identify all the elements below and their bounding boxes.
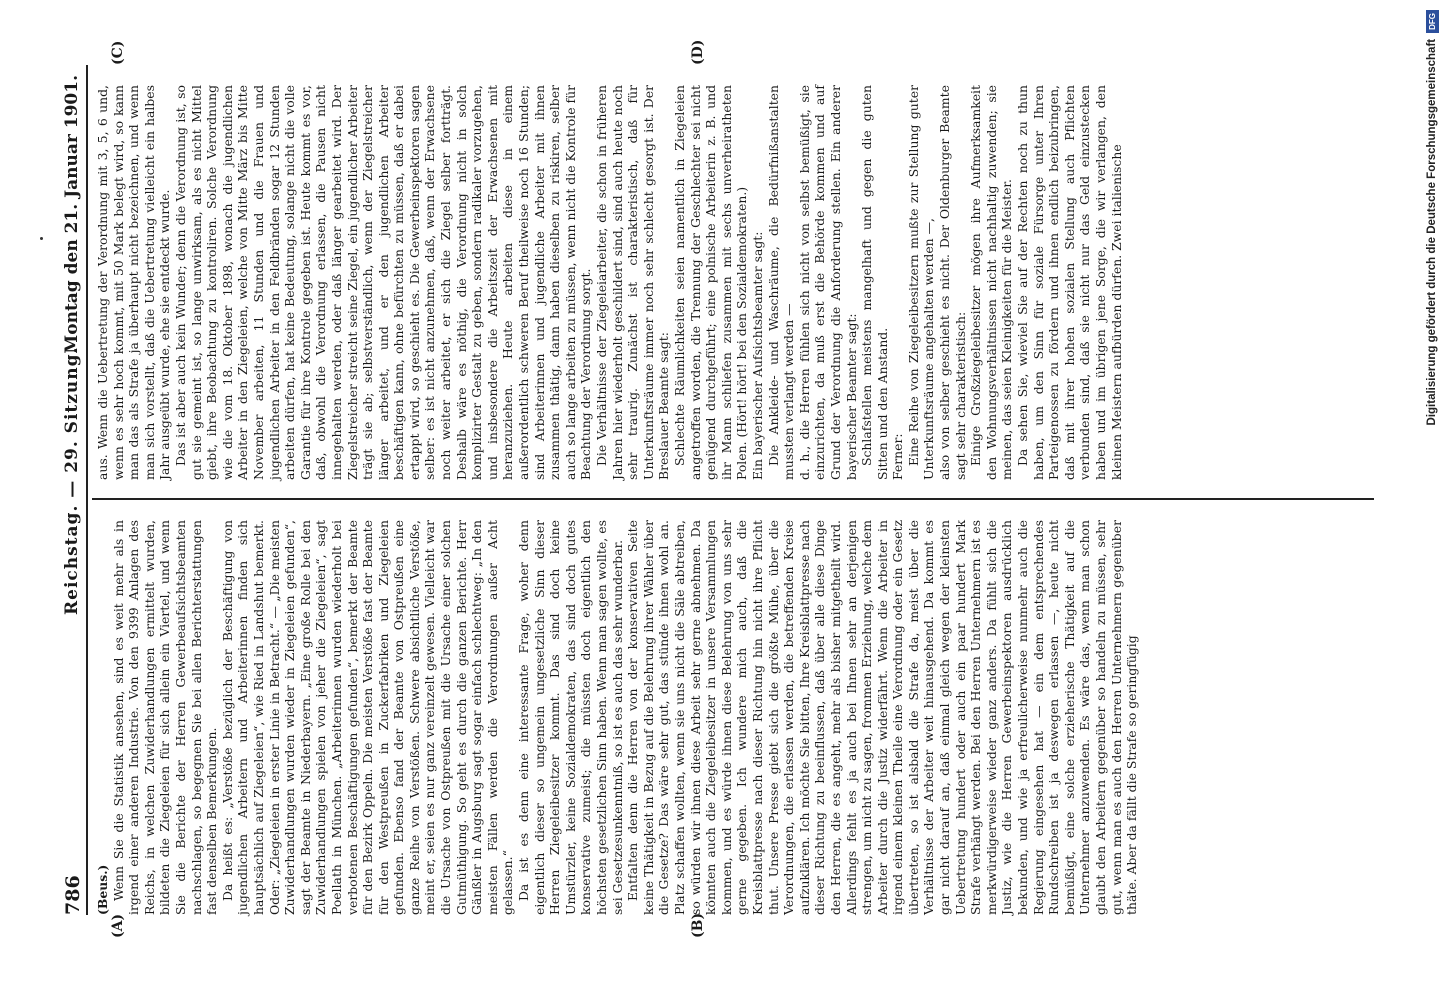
margin-mark-a: (A) [110,913,126,938]
left-text-column [95,520,1365,915]
margin-mark-d: (D) [690,39,706,65]
paragraph: Entfalten denn die Herren von der konservativen Seite keine Thätigkeit in Bezug auf die Belehrung ihrer Wähler über die Gesetze? Das wäre sehr gut, das stünde ihnen wohl an. Platz schaffen wollten, wenn sie uns nicht die Säle abtreiben, so würden wir ihnen diese Arbeit sehr gerne abnehmen. Da könnten auch die Ziegeleibesitzer in unsere Versammlungen kommen, und es würde ihnen diese Belehrung von uns sehr gerne gegeben. Ich wundere mich auch, daß die Kreisblattpresse nach dieser Richtung hin nicht ihre Pflicht thut. Unsere Presse giebt sich die größte Mühe, über die Verordnungen, die erlassen werden, die betreffenden Kreise aufzuklären. Ich möchte Sie bitten, Ihre Kreisblattpresse nach dieser Richtung zu beeinflussen, daß über alle diese Dinge den Herren, die es angeht, mehr als bisher mitgetheilt wird. Allerdings fehlt es ja auch bei Ihnen sehr an derjenigen strengen, um nicht zu sagen, frommen Erziehung, welche dem Arbeiter durch die Justiz widerfährt. Wenn die Arbeiter in irgend einem kleinen Theile eine Verordnung oder ein Gesetz übertreten, so ist alsbald die Strafe da, meist über die Verhältnisse der Arbeiter weit hinausgehend. Da kommt es gar nicht darauf an, daß einmal gleich wegen der kleinsten Uebertretung hundert oder auch ein paar hundert Mark Strafe verhängt werden. Bei den Herren Unternehmern ist es merkwürdigerweise wieder ganz anders. Da fühlt sich die Justiz, wie die Herren Gewerbeinspektoren ausdrücklich bekunden, und wie ja erfreulicherweise nunmehr auch die Regierung eingesehen hat — ein dem entsprechendes Rundschreiben ist ja deswegen erlassen —, heute nicht bemüßigt, eine solche erzieherische Thätigkeit auf die Unternehmer anzuwenden. Es wäre das, wenn man schon glaubt den Arbeitern gegenüber so handeln zu müssen, sehr gut, wenn man es auch den Herren Unternehmern gegenüber thäte. Aber da fällt die Strafe so geringfügig [625,520,1140,915]
paragraph: aus. Wenn die Uebertretung der Verordnung mit 3, 5, 6 und, wenn es sehr hoch kommt, mit 50 Mark belegt wird, so kann man das als Strafe ja überhaupt nicht bezeichnen, und wenn man sich vorstellt, daß die Uebertretung vielleicht ein halbes Jahr ausgeübt wurde, ehe sie entdeckt wurde. [95,85,173,480]
credit-text: Digitalisierung gefördert durch die Deutsche Forschungsgemeinschaft [1426,38,1438,426]
paragraph: Die Verhältnisse der Ziegeleiarbeiter, die schon in früheren Jahren hier wiederholt geschildert sind, sind auch heute noch sehr traurig. Zunächst ist charakteristisch, daß für Unterkunftsräume immer noch sehr schlecht gesorgt ist. Der Breslauer Beamte sagt: [594,85,672,480]
paragraph: also von selber geschieht es nicht. Der Oldenburger Beamte sagt sehr charakteristisch: [937,85,968,480]
quotation: Schlechte Räumlichkeiten seien namentlich in Ziegeleien angetroffen worden, die Trennung der Geschlechter sei nicht genügend durchgeführt; eine polnische Arbeiterin z. B. und ihr Mann schliefen zusammen mit sechs unverheiratheten Polen. (Hört! hört! bei den Sozialdemokraten.) [671,85,750,480]
paragraph: Da sehen Sie, wieviel Sie auf der Rechten noch zu thun haben, um den Sinn für soziale Fürsorge unter Ihren Parteigenossen zu fördern und ihnen endlich beizubringen, daß mit ihrer hohen sozialen Stellung auch Pflichten verbunden sind, daß sie nicht nur das Geld einzustecken haben und im übrigen jene Sorge, die wir verlangen, den kleinen Meistern aufbürden dürfen. Zwei italienische [1015,85,1124,480]
paragraph: Da heißt es: „Verstöße bezüglich der Beschäftigung von jugendlichen Arbeitern und Arbeiterinnen finden sich hauptsächlich auf Ziegeleien“, wie Ried in Landshut bemerkt. Oder: „Ziegeleien in erster Linie in Betracht.“ — „Die meisten Zuwiderhandlungen wurden wieder in Ziegeleien gefunden“, sagt der Beamte in Niederbayern. „Eine große Rolle bei den Zuwiderhandlungen spielen von jeher die Ziegeleien“, sagt Poellath in München. „Arbeiterinnen wurden wiederholt bei verbotenen Beschäftigungen gefunden“, bemerkt der Beamte für den Bezirk Oppeln. Die meisten Verstöße fast der Beamte für den Westpreußen in Zuckerfabriken und Ziegeleien gefunden. Ebenso fand der Beamte von Ostpreußen eine ganze Reihe von Verstößen. Schwere absichtliche Verstöße, meint er, seien es nur ganz vereinzelt gewesen. Vielleicht war die Ursache von Ostpreußen mit die Ursache einer solchen Gutmüthigung. So geht es durch die ganzen Berichte. Herr Gänßler in Augsburg sagt sogar einfach schlechtweg: „In den meisten Fällen werden die Verordnungen außer Acht gelassen.“ [219,520,516,915]
paragraph: Wenn Sie die Statistik ansehen, sind es weit mehr als in irgend einer anderen Industrie. Von den 9399 Anlagen des Reichs, in welchen Zuwiderhandlungen ermittelt wurden, bildeten die Ziegeleien für sich allein ein Viertel, und wenn Sie die Berichte der Herren Gewerbeaufsichtsbeamten nachschlagen, so begegnen Sie bei allen Berichterstattungen fast denselben Bemerkungen. [110,520,220,915]
quotation: Einige Großziegeleibesitzer mögen ihre Aufmerksamkeit den Wohnungsverhältnissen nicht nachhaltig zuwenden; sie meinen, das seien Kleinigkeiten für die Meister. [968,85,1015,480]
right-text-column [95,85,1205,480]
paragraph: d. h., die Herren fühlen sich nicht von selbst bemüßigt, sie einzurichten, da muß erst die Behörde kommen und auf Grund der Verordnung die Anforderung stellen. Ein anderer bayerischer Beamter sagt: [796,85,859,480]
running-header [60,75,86,915]
header-rule [86,65,88,915]
ink-speck [40,237,43,240]
paragraph: Ein bayerischer Aufsichtsbeamter sagt: [749,231,765,480]
margin-mark-b: (B) [690,912,706,938]
paragraph: Da ist es denn eine interessante Frage, woher denn eigentlich dieser so ungemein ungesetzliche Sinn dieser Herren Ziegeleibesitzer kommt. Das sind doch keine Umstürzler, keine Sozialdemokraten, das sind doch gutes konservative zumeist; die müssten doch eigentlich den höchsten gesetzlichen Sinn haben. Wenn man sagen wollte, es sei Gesetzesunkenntniß, so ist es auch das sehr wunderbar. [516,520,625,915]
column-divider [92,498,1374,500]
margin-mark-c: (C) [110,40,126,65]
quotation: Schlafstellen meistens mangelhaft und gegen die guten Sitten und den Anstand. [859,85,890,480]
quotation: Eine Reihe von Ziegeleibesitzern mußte zur Stellung guter Unterkunftsräume angehalten werden —, [905,85,937,480]
dfg-logo: DFG [1426,10,1439,33]
session-title: Reichstag. — 29. Sitzung. [62,346,82,615]
session-date: Montag den 21. Januar 1901. [62,75,82,354]
speaker-label: (Beus.) [95,864,110,915]
paragraph: Das ist aber auch kein Wunder; denn die Verordnung ist, so gut sie gemeint ist, so lange unwirksam, als es nicht Mittel giebt, ihre Beobachtung zu kontroliren. Solche Verordnung wie die vom 18. Oktober 1898, wonach die jugendlichen Arbeiter in den Ziegeleien, welche von Mitte März bis Mitte November arbeiten, 11 Stunden und die Frauen und jugendlichen Arbeiter in den Feldbränden sogar 12 Stunden arbeiten dürfen, hat keine Bedeutung, solange nicht die volle Garantie für ihre Kontrole gegeben ist. Heute kommt es vor, daß, obwohl die Verordnung erlassen, die Pausen nicht innegehalten werden, oder daß länger gearbeitet wird. Der Ziegelstreicher streicht seine Ziegel, ein jugendlicher Arbeiter trägt sie ab; selbstverständlich, wenn der Ziegelstreicher länger arbeitet, und er den jugendlichen Arbeiter beschäftigen kann, ohne befürchten zu müssen, daß er dabei ertappt wird, so geschieht es. Die Gewerbeinspektoren sagen selber: es ist nicht anzunehmen, daß, wenn der Erwachsene noch weiter arbeitet, er sich die Ziegel selber fortträgt. Deshalb wäre es nöthig, die Verordnung nicht in solch komplizirter Gestalt zu geben, sondern radikaler vorzugehen, und insbesondere die Arbeitszeit der Erwachsenen mit heranzuziehen. Heute arbeiten diese in einem außerordentlich schweren Beruf theilweise noch 16 Stunden; sind Arbeiterinnen und jugendliche Arbeiter mit ihnen zusammen thätig, dann haben dieselben zu riskiren, selber auch so lange arbeiten zu müssen, wenn nicht die Kontrole für Beachtung der Verordnung sorgt. [172,85,594,480]
digitization-credit [1412,10,1440,1000]
paragraph: Ferner: [890,433,906,480]
quotation: Die Ankleide- und Waschräume, die Bedürfnißanstalten mussten verlangt werden — [765,85,797,480]
page-number: 786 [62,875,84,915]
